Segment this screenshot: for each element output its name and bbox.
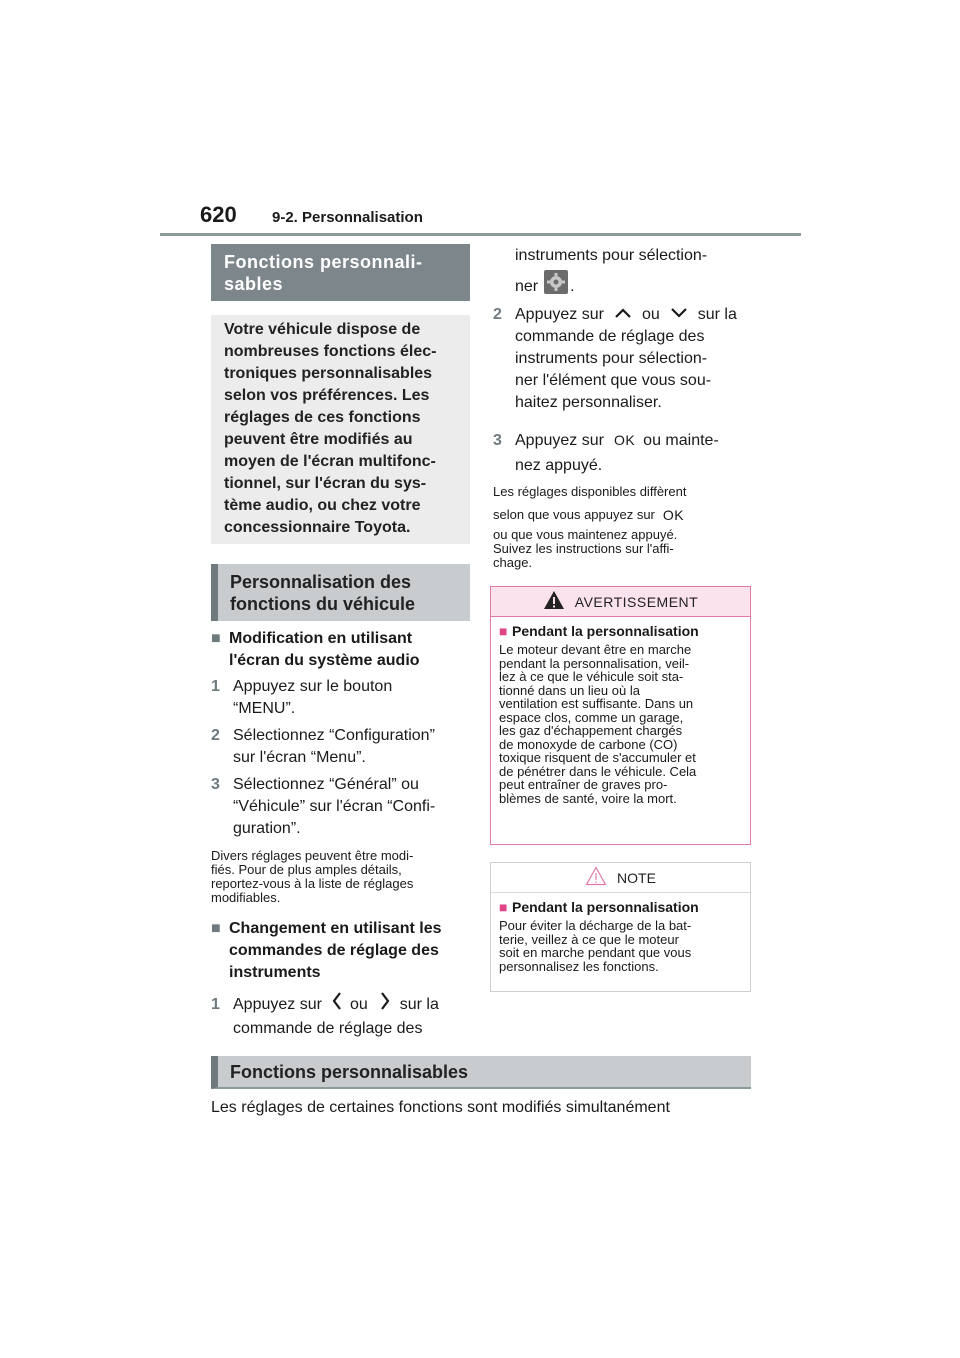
section-heading-line: Fonctions personnalisables (230, 1061, 469, 1082)
step-text: guration”. (233, 820, 301, 837)
note-box (490, 862, 751, 992)
step-text: ou mainte- (643, 432, 719, 449)
step-text: ner l'élément que vous sou- (515, 372, 712, 389)
step-text: nez appuyé. (515, 457, 603, 474)
note-line: Les réglages disponibles diffèrent (493, 484, 687, 499)
section-heading-line: Personnalisation des (230, 571, 412, 592)
intro-line: tionnel, sur l'écran du sys- (224, 475, 427, 492)
step-text: ou (641, 306, 660, 323)
intro-line: peuvent être modifiés au (224, 431, 413, 448)
intro-line: selon vos préférences. Les (224, 387, 430, 404)
step-3 (211, 774, 471, 840)
subheading-audio-screen (211, 628, 471, 672)
note-available-settings (493, 484, 755, 570)
warning-line: Le moteur devant être en marche (499, 642, 692, 657)
intro-line: nombreuses fonctions élec- (224, 343, 437, 360)
step-controls-2 (493, 304, 755, 414)
bottom-paragraph: Les réglages de certaines fonctions sont modifiés simultanément (211, 1099, 670, 1116)
warning-line: pendant la personnalisation, veil- (499, 655, 690, 671)
step-text: sur la (697, 306, 737, 323)
step-text: instruments pour sélection- (515, 247, 708, 264)
chevron-down-icon (670, 304, 688, 326)
step-text: “Véhicule” sur l'écran “Confi- (233, 798, 436, 815)
note-line: Pour éviter la décharge de la bat- (499, 918, 692, 933)
section-heading-line: fonctions du véhicule (230, 593, 416, 614)
section-heading-line: Fonctions personnali- (224, 251, 423, 272)
warning-line: les gaz d'échappement chargés (499, 723, 683, 738)
step-text: haitez personnaliser. (515, 394, 662, 411)
warning-line: de pénétrer dans le véhicule. Cela (499, 763, 697, 779)
step-text: Appuyez sur (233, 995, 322, 1013)
note-line: selon que vous appuyez sur (493, 507, 655, 522)
ok-button-glyph: OK (662, 507, 685, 523)
bullet-square: ■ (211, 630, 221, 647)
step-text: Sélectionnez “Général” ou (233, 776, 419, 793)
subheading-line: Modification en utilisant (229, 630, 413, 647)
step-text: “MENU”. (233, 700, 296, 717)
step-2 (211, 725, 471, 769)
intro-line: réglages de ces fonctions (224, 409, 421, 426)
note-line: modifiables. (211, 890, 281, 905)
warning-line: lez à ce que le véhicule soit sta- (499, 669, 684, 684)
step-controls-1 (211, 991, 473, 1040)
step-1 (211, 676, 471, 720)
step-text: Sélectionnez “Configuration” (233, 727, 435, 744)
page-number: 620 (200, 202, 237, 227)
subheading-instrument-controls (211, 918, 473, 984)
step-number: 1 (211, 678, 220, 695)
note-various-settings (211, 849, 473, 905)
warning-line: de monoxyde de carbone (CO) (499, 736, 678, 752)
warning-triangle-icon (543, 590, 565, 613)
warning-triangle-icon (585, 866, 607, 889)
warning-title: AVERTISSEMENT (574, 593, 699, 610)
bullet-square: ■ (211, 920, 221, 937)
warning-line: peut entraîner de graves pro- (499, 777, 668, 792)
step-text: Appuyez sur (515, 306, 604, 323)
step-number: 3 (211, 776, 220, 793)
note-line: reportez-vous à la liste de réglages (211, 876, 414, 891)
chevron-left-icon (332, 991, 342, 1018)
note-subtitle: Pendant la personnalisation (512, 899, 699, 915)
note-line: chage. (493, 555, 533, 570)
warning-line: espace clos, comme un garage, (499, 709, 684, 725)
header-rule (160, 233, 801, 236)
step-text: sur l'écran “Menu”. (233, 749, 366, 766)
intro-line: tème audio, ou chez votre (224, 497, 421, 514)
warning-subtitle: Pendant la personnalisation (512, 623, 699, 639)
warning-line: ventilation est suffisante. Dans un (499, 696, 694, 711)
step-text: Appuyez sur (515, 432, 604, 449)
subheading-line: l'écran du système audio (229, 652, 420, 669)
section-heading-vehicle-personalization (211, 564, 470, 621)
intro-line: troniques personnalisables (224, 365, 433, 382)
step-text: Appuyez sur le bouton (233, 678, 393, 695)
note-line: soit en marche pendant que vous (499, 945, 692, 960)
bullet-square: ■ (499, 899, 508, 915)
warning-line: toxique risquent de s'accumuler et (499, 750, 696, 765)
chapter-title: 9-2. Personnalisation (272, 209, 423, 226)
step-number: 2 (493, 306, 502, 323)
note-line: terie, veillez à ce que le moteur (499, 931, 679, 947)
step-number: 2 (211, 727, 220, 744)
chevron-up-icon (614, 304, 632, 326)
step-controls-3 (493, 428, 755, 478)
note-line: personnalisez les fonctions. (499, 958, 659, 974)
intro-line: concessionnaire Toyota. (224, 519, 411, 536)
section-heading-customizable-functions (211, 1056, 751, 1089)
ok-button-glyph: OK (613, 432, 636, 448)
subheading-line: instruments (229, 964, 321, 981)
step-text: commande de réglage des (515, 328, 705, 345)
section-heading-line: sables (224, 273, 284, 294)
step-number: 1 (211, 995, 220, 1013)
note-line: fiés. Pour de plus amples détails, (211, 862, 402, 877)
intro-line: Votre véhicule dispose de (224, 321, 421, 338)
warning-line: blèmes de santé, voire la mort. (499, 790, 677, 806)
note-title: NOTE (617, 869, 656, 886)
warning-header (491, 587, 750, 617)
step-text: . (570, 278, 575, 295)
chevron-right-icon (380, 991, 390, 1018)
step-text: sur la (399, 995, 439, 1013)
subheading-line: commandes de réglage des (229, 942, 439, 959)
step-number: 3 (493, 432, 502, 449)
intro-line: moyen de l'écran multifonc- (224, 453, 436, 470)
note-line: ou que vous maintenez appuyé. (493, 527, 678, 542)
note-line: Divers réglages peuvent être modi- (211, 848, 414, 863)
warning-text (499, 643, 742, 805)
note-header (491, 863, 750, 893)
warning-box (490, 586, 751, 845)
step-text: ner (515, 278, 539, 295)
section-heading-custom-functions (211, 244, 470, 301)
subheading-line: Changement en utilisant les (229, 920, 442, 937)
gear-icon (544, 270, 568, 304)
step-text: commande de réglage des (233, 1020, 423, 1037)
step-text: ou (349, 995, 368, 1013)
note-text (499, 919, 742, 973)
bullet-square: ■ (499, 623, 508, 639)
intro-box (211, 315, 470, 544)
note-line: Suivez les instructions sur l'affi- (493, 541, 674, 556)
warning-line: tionné dans un lieu où la (499, 682, 640, 698)
step-text: instruments pour sélection- (515, 350, 708, 367)
step-controls-1-continued (515, 242, 760, 304)
